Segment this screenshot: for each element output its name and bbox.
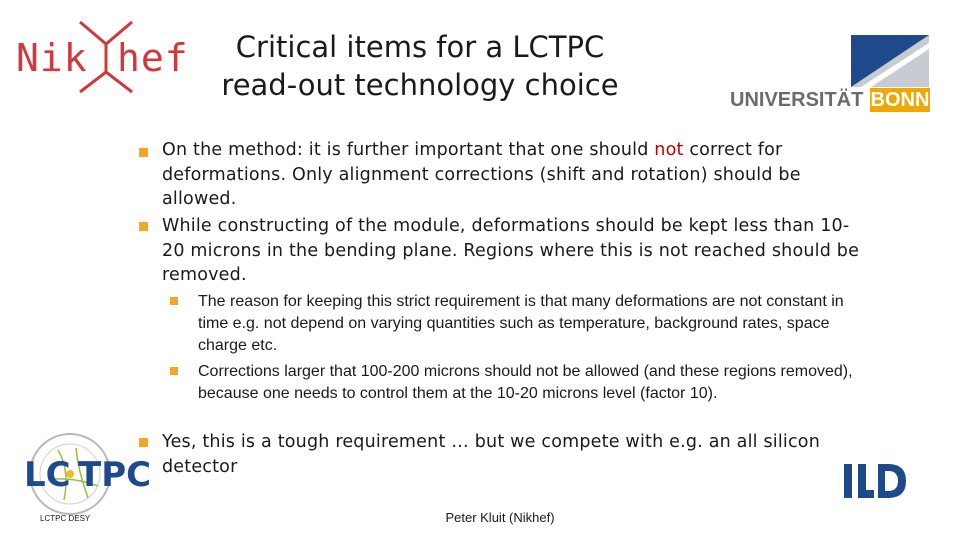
sub-bullet-marker bbox=[170, 367, 178, 375]
bullet-2: While constructing of the module, deformations should be kept less than 10-20 microns in the bending plane. Regions where this is not reached should be removed. bbox=[162, 216, 860, 285]
uni-bonn-wordmark: UNIVERSITÄT BONN bbox=[730, 89, 930, 111]
sub-bullet-1: The reason for keeping this strict requirement is that many deformations are not constant in time e.g. not depend on varying quantities such as temperature, background rates, space charge etc. bbox=[198, 293, 844, 354]
slide-title: Critical items for a LCTPC read-out technology choice bbox=[221, 30, 619, 102]
sub-bullet-marker bbox=[170, 297, 178, 305]
lctpc-caption: LCTPC DESY bbox=[40, 514, 91, 523]
nikhef-logo: Nik hef bbox=[14, 18, 204, 98]
bullet-marker bbox=[139, 148, 148, 157]
svg-text:LC: LC bbox=[24, 455, 71, 495]
emphasis-not: not bbox=[654, 140, 684, 160]
ild-logo bbox=[842, 462, 908, 502]
uni-bonn-emblem bbox=[851, 35, 929, 87]
sub-bullet-2: Corrections larger that 100-200 microns should not be allowed (and these regions removed), because one needs to control them at the 10-20 microns level (factor 10). bbox=[198, 363, 853, 402]
bullet-1: On the method: it is further important that one should not correct for deformations. Only alignment corrections (shift and rotation) should be allowed. bbox=[162, 140, 801, 209]
svg-text:TPC: TPC bbox=[78, 455, 152, 495]
footer-author: Peter Kluit (Nikhef) bbox=[445, 510, 555, 525]
bullet-3: Yes, this is a tough requirement … but we compete with e.g. an all silicon detector bbox=[162, 432, 821, 477]
nikhef-wordmark: Nik bbox=[16, 36, 88, 80]
bullet-marker bbox=[139, 222, 148, 231]
